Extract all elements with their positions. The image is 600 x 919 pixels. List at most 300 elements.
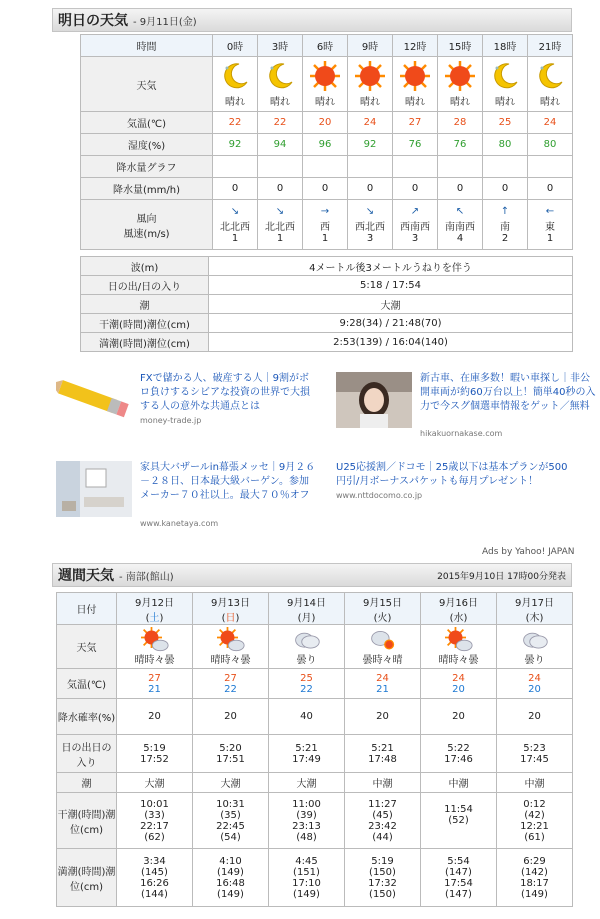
precip-prob: 20 (452, 711, 465, 722)
day-sun-cell (421, 735, 497, 773)
low-tide-time: 11:27 (368, 798, 397, 810)
marine-label: 満潮(時間)潮位(cm) (99, 338, 190, 350)
day-temp-cell (193, 669, 269, 699)
high-tide-cm: (147) (445, 866, 472, 878)
day-weather-cell (117, 625, 193, 669)
day-high-cell (269, 849, 345, 907)
marine-value-cell (209, 295, 573, 314)
precip-graph-cell (438, 156, 483, 178)
precip-value: 0 (456, 183, 464, 194)
low-tide-time: 23:42 (368, 820, 397, 832)
wind-speed: 2 (501, 232, 509, 244)
tide-name: 中潮 (524, 779, 545, 790)
precip-prob: 20 (148, 711, 161, 722)
day-date-cell: 9月13日 (日) (193, 593, 269, 625)
low-tide-cm: (44) (372, 831, 393, 843)
marine-value: 2:53(139) / 16:04(140) (333, 336, 448, 348)
tide-name: 大潮 (144, 779, 165, 790)
ad-text[interactable]: FXで儲かる人、破産する人｜9割がボロ負けするシビアな投資の世界で大損する人の意外な共通点とは (140, 373, 310, 412)
day-date: 9月13日 (210, 597, 251, 609)
hour-time: 9時 (361, 42, 379, 53)
high-tide-time: 3:34 (143, 855, 166, 867)
day-temp-cell (345, 669, 421, 699)
precip-graph-label: 降水量グラフ (81, 156, 213, 178)
tide-name: 中潮 (372, 779, 393, 790)
day-temp-cell (497, 669, 573, 699)
hour-time-cell (393, 35, 438, 57)
hour-temp-cell (438, 112, 483, 134)
day-low-cell (345, 793, 421, 849)
low-tide-cm: (42) (524, 809, 545, 821)
high-tide-time: 6:29 (523, 855, 546, 867)
sun-icon (354, 60, 386, 92)
high-tide-time: 17:54 (444, 877, 473, 889)
low-tide-time: 10:31 (216, 798, 245, 810)
ad-domain: www.nttdocomo.co.jp (336, 491, 423, 500)
wind-speed: 1 (276, 232, 284, 244)
high-tide-time: 18:17 (520, 877, 549, 889)
low-tide-cm: (35) (220, 809, 241, 821)
hour-weather-cell (483, 57, 528, 112)
day-precip-cell (117, 699, 193, 735)
wind-speed: 4 (456, 232, 464, 244)
hour-time: 3時 (271, 42, 289, 53)
hour-precip-cell (348, 178, 393, 200)
weekly-temp-label: 気温(℃) (57, 669, 117, 699)
low-tide-cm: (54) (220, 831, 241, 843)
sunset: 17:51 (216, 753, 245, 765)
temp-value: 24 (543, 117, 557, 128)
high-tide-cm: (142) (521, 866, 548, 878)
hour-humidity-cell (258, 134, 303, 156)
hour-precip-cell (393, 178, 438, 200)
temp-low: 20 (528, 683, 541, 695)
day-of-week: 土 (149, 612, 160, 624)
cloud-icon (293, 627, 321, 651)
hour-humidity-cell (303, 134, 348, 156)
day-weather-text: 曇時々晴 (362, 655, 403, 666)
wind-dir: 西 (320, 221, 330, 233)
day-sun-cell (497, 735, 573, 773)
wind-dir: 南南西 (445, 221, 475, 233)
day-date-cell: 9月14日 (月) (269, 593, 345, 625)
sunrise: 5:22 (447, 742, 470, 754)
sunset: 17:48 (368, 753, 397, 765)
weather-text: 晴れ (405, 97, 425, 108)
hour-weather-cell (303, 57, 348, 112)
precip-value: 0 (321, 183, 329, 194)
day-date-cell: 9月12日 (土) (117, 593, 193, 625)
date-label: 日付 (57, 593, 117, 625)
tide-label: 潮 (57, 773, 117, 793)
precip-label: 降水量(mm/h) (81, 178, 213, 200)
day-low-cell (117, 793, 193, 849)
hour-time: 15時 (448, 42, 472, 53)
sun-icon (399, 60, 431, 92)
hour-wind-cell (438, 200, 483, 250)
precip-graph-cell (258, 156, 303, 178)
precip-graph-cell (393, 156, 438, 178)
ad-item[interactable] (56, 372, 316, 432)
weather-label: 天気 (81, 57, 213, 112)
wind-arrow-icon: → (320, 205, 330, 217)
humidity-value: 80 (543, 139, 557, 150)
high-tide-cm: (147) (445, 888, 472, 900)
precip-prob: 40 (300, 711, 313, 722)
hour-precip-cell (258, 178, 303, 200)
temp-value: 27 (408, 117, 422, 128)
temp-high: 24 (376, 672, 389, 684)
marine-label-cell (81, 314, 209, 333)
hour-time-cell (438, 35, 483, 57)
precip-value: 0 (501, 183, 509, 194)
marine-row (81, 295, 573, 314)
precip-graph-cell (483, 156, 528, 178)
hour-wind-cell (348, 200, 393, 250)
weekly-precip-label: 降水確率(%) (57, 699, 117, 735)
wind-arrow-icon: ↑ (500, 205, 510, 217)
hour-time-cell (528, 35, 573, 57)
temp-low: 21 (148, 683, 161, 695)
temp-high: 24 (528, 672, 541, 684)
day-weather-text: 曇り (296, 655, 317, 666)
low-tide-label: 干潮(時間)潮位(cm) (57, 793, 117, 849)
day-precip-cell (497, 699, 573, 735)
humidity-value: 92 (228, 139, 242, 150)
ad-text[interactable]: U25応援割／ドコモ｜25歳以下は基本プランが500円引/月ボーナスパケットも毎月プレゼント！ (336, 462, 568, 487)
hour-time: 21時 (538, 42, 562, 53)
day-tide-cell (497, 773, 573, 793)
temp-label: 気温(℃) (81, 112, 213, 134)
day-date-cell: 9月17日 (木) (497, 593, 573, 625)
weather-text: 晴れ (315, 97, 335, 108)
day-low-cell (421, 793, 497, 849)
hour-humidity-cell (393, 134, 438, 156)
sunrise: 5:20 (219, 742, 242, 754)
hour-time-cell (258, 35, 303, 57)
sun-cloud-icon (141, 627, 169, 651)
day-date: 9月15日 (362, 597, 403, 609)
day-weather-text: 晴時々曇 (210, 655, 251, 666)
day-weather-cell (269, 625, 345, 669)
wind-arrow-icon: ↘ (275, 205, 285, 217)
day-weather-cell (421, 625, 497, 669)
high-tide-time: 17:32 (368, 877, 397, 889)
sun-cloud-icon (445, 627, 473, 651)
low-tide-cm: (52) (448, 815, 469, 826)
precip-value: 0 (276, 183, 284, 194)
high-tide-time: 4:45 (295, 855, 318, 867)
ad-domain: money-trade.jp (140, 416, 202, 425)
weekly-header (52, 563, 572, 587)
temp-low: 21 (376, 683, 389, 695)
marine-value-cell (209, 257, 573, 276)
day-sun-cell (269, 735, 345, 773)
sunrise: 5:21 (295, 742, 318, 754)
low-tide-time: 12:21 (520, 820, 549, 832)
weather-text: 晴れ (495, 97, 515, 108)
day-precip-cell (421, 699, 497, 735)
hour-time-cell (303, 35, 348, 57)
day-weather-cell (497, 625, 573, 669)
weather-text: 晴れ (360, 97, 380, 108)
marine-label: 潮 (139, 300, 150, 312)
marine-label-cell (81, 295, 209, 314)
day-precip-cell (193, 699, 269, 735)
hour-temp-cell (258, 112, 303, 134)
day-temp-cell (421, 669, 497, 699)
hour-time: 12時 (403, 42, 427, 53)
marine-label: 干潮(時間)潮位(cm) (99, 319, 190, 331)
high-tide-time: 16:26 (140, 877, 169, 889)
sun-cloud-icon (217, 627, 245, 651)
day-of-week: 水 (453, 612, 464, 624)
low-tide-cm: (61) (524, 831, 545, 843)
hour-humidity-cell (348, 134, 393, 156)
high-tide-cm: (150) (369, 888, 396, 900)
hour-precip-cell (213, 178, 258, 200)
marine-row (81, 314, 573, 333)
marine-label-cell (81, 257, 209, 276)
humidity-value: 94 (273, 139, 287, 150)
weather-text: 晴れ (540, 97, 560, 108)
hour-wind-cell (483, 200, 528, 250)
humidity-value: 76 (408, 139, 422, 150)
marine-label: 波(m) (130, 262, 159, 274)
day-precip-cell (269, 699, 345, 735)
high-tide-cm: (149) (217, 888, 244, 900)
low-tide-cm: (48) (296, 831, 317, 843)
high-tide-cm: (151) (293, 866, 320, 878)
cloud-sun-icon (369, 627, 397, 651)
moon-icon (264, 60, 296, 92)
marine-row (81, 257, 573, 276)
hour-precip-cell (303, 178, 348, 200)
wind-dir: 東 (545, 221, 555, 233)
temp-value: 22 (273, 117, 287, 128)
high-tide-time: 5:54 (447, 855, 470, 867)
hour-time-cell (483, 35, 528, 57)
weather-text: 晴れ (225, 97, 245, 108)
hour-temp-cell (528, 112, 573, 134)
day-date-cell: 9月15日 (火) (345, 593, 421, 625)
time-label: 時間 (81, 35, 213, 57)
day-weather-text: 晴時々曇 (438, 655, 479, 666)
day-of-week: 月 (301, 612, 312, 624)
hourly-forecast-table (80, 34, 573, 250)
marine-value: 9:28(34) / 21:48(70) (339, 317, 442, 329)
hour-humidity-cell (483, 134, 528, 156)
sunrise: 5:19 (143, 742, 166, 754)
temp-high: 24 (452, 672, 465, 684)
precip-graph-cell (348, 156, 393, 178)
hour-precip-cell (483, 178, 528, 200)
tide-name: 大潮 (296, 779, 317, 790)
day-tide-cell (345, 773, 421, 793)
temp-low: 22 (224, 683, 237, 695)
temp-value: 28 (453, 117, 467, 128)
day-high-cell (193, 849, 269, 907)
hour-humidity-cell (528, 134, 573, 156)
marine-label-cell (81, 276, 209, 295)
ad-text[interactable]: 家具大バザールin幕張メッセ｜9月２６－２８日、日本最大級バーゲン。参加メーカー７０社以上。最大７０％オフ (140, 462, 316, 501)
temp-high: 27 (148, 672, 161, 684)
hour-weather-cell (438, 57, 483, 112)
temp-low: 20 (452, 683, 465, 695)
day-sun-cell (117, 735, 193, 773)
marine-value: 4メートル後3メートルうねりを伴う (309, 262, 472, 274)
high-tide-cm: (149) (217, 866, 244, 878)
hour-precip-cell (528, 178, 573, 200)
hour-temp-cell (213, 112, 258, 134)
humidity-value: 92 (363, 139, 377, 150)
hour-humidity-cell (213, 134, 258, 156)
low-tide-cm: (33) (144, 809, 165, 821)
wind-speed: 1 (546, 232, 554, 244)
sunrise: 5:23 (523, 742, 546, 754)
ad-item[interactable] (336, 372, 596, 438)
temp-value: 24 (363, 117, 377, 128)
day-of-week: 火 (377, 612, 388, 624)
hour-time: 0時 (226, 42, 244, 53)
tide-name: 大潮 (220, 779, 241, 790)
high-tide-cm: (149) (293, 888, 320, 900)
ad-domain: hikakuornakase.com (420, 429, 503, 438)
day-date: 9月12日 (134, 597, 175, 609)
weather-text: 晴れ (450, 97, 470, 108)
low-tide-time: 11:54 (444, 804, 473, 815)
weekly-title: 週間天気 (58, 568, 114, 584)
hour-time: 18時 (493, 42, 517, 53)
day-low-cell (497, 793, 573, 849)
wind-dir: 北北西 (220, 221, 250, 233)
wind-speed: 1 (231, 232, 239, 244)
low-tide-time: 22:45 (216, 820, 245, 832)
wind-arrow-icon: ↘ (230, 205, 240, 217)
pencil-ad-image (56, 372, 132, 428)
hour-weather-cell (348, 57, 393, 112)
day-sun-cell (193, 735, 269, 773)
temp-low: 22 (300, 683, 313, 695)
temp-value: 22 (228, 117, 242, 128)
day-high-cell (117, 849, 193, 907)
day-sun-cell (345, 735, 421, 773)
weather-text: 晴れ (270, 97, 290, 108)
wind-arrow-icon: ↗ (410, 205, 420, 217)
cloud-icon (521, 627, 549, 651)
high-tide-cm: (149) (521, 888, 548, 900)
hour-time-cell (348, 35, 393, 57)
high-tide-cm: (144) (141, 888, 168, 900)
hour-weather-cell (258, 57, 303, 112)
day-tide-cell (117, 773, 193, 793)
marine-value-cell (209, 276, 573, 295)
day-date: 9月16日 (438, 597, 479, 609)
wind-speed: 3 (411, 232, 419, 244)
weekly-region: - 南部(館山) (119, 571, 174, 583)
high-tide-label: 満潮(時間)潮位(cm) (57, 849, 117, 907)
day-date: 9月17日 (514, 597, 555, 609)
issued-time: 2015年9月10日 17時00分発表 (437, 571, 566, 582)
tide-name: 中潮 (448, 779, 469, 790)
wind-dir: 南 (500, 221, 510, 233)
day-high-cell (497, 849, 573, 907)
hour-precip-cell (438, 178, 483, 200)
wind-arrow-icon: ↘ (365, 205, 375, 217)
low-tide-time: 10:01 (140, 798, 169, 810)
high-tide-cm: (145) (141, 866, 168, 878)
wind-arrow-icon: ← (545, 205, 555, 217)
precip-graph-cell (303, 156, 348, 178)
high-tide-cm: (150) (369, 866, 396, 878)
hour-wind-cell (393, 200, 438, 250)
weekly-forecast-table (56, 592, 573, 907)
wind-dir: 西北西 (355, 221, 385, 233)
temp-high: 27 (224, 672, 237, 684)
moon-icon (489, 60, 521, 92)
day-precip-cell (345, 699, 421, 735)
temp-high: 25 (300, 672, 313, 684)
hour-time: 6時 (316, 42, 334, 53)
wind-speed: 1 (321, 232, 329, 244)
temp-value: 20 (318, 117, 332, 128)
precip-prob: 20 (224, 711, 237, 722)
woman-ad-image (336, 372, 412, 428)
marine-label: 日の出/日の入り (107, 281, 182, 293)
wind-speed-label: 風速(m/s) (123, 228, 170, 240)
sunset: 17:49 (292, 753, 321, 765)
precip-prob: 20 (528, 711, 541, 722)
precip-value: 0 (411, 183, 419, 194)
ad-text[interactable]: 新古車、在庫多数！暇い車探し｜非公開車両が約60万台以上！簡単40秒の入力で今スグ個選車情報をゲット／無料 (420, 373, 596, 412)
humidity-value: 76 (453, 139, 467, 150)
high-tide-time: 17:10 (292, 877, 321, 889)
high-tide-time: 16:48 (216, 877, 245, 889)
tomorrow-date: - 9月11日(金) (133, 16, 197, 28)
humidity-value: 80 (498, 139, 512, 150)
humidity-value: 96 (318, 139, 332, 150)
day-of-week: 日 (225, 612, 236, 624)
ad-domain: www.kanetaya.com (140, 519, 219, 528)
hour-weather-cell (213, 57, 258, 112)
day-low-cell (193, 793, 269, 849)
marine-row (81, 333, 573, 352)
wind-dir: 西南西 (400, 221, 430, 233)
wind-dir-label: 風向 (136, 213, 157, 225)
low-tide-cm: (39) (296, 809, 317, 821)
sun-icon (444, 60, 476, 92)
sun-icon (309, 60, 341, 92)
sunset: 17:45 (520, 753, 549, 765)
ads-by-yahoo[interactable]: Ads by Yahoo! JAPAN (482, 547, 575, 557)
hour-humidity-cell (438, 134, 483, 156)
hour-weather-cell (393, 57, 438, 112)
day-weather-cell (193, 625, 269, 669)
hour-temp-cell (483, 112, 528, 134)
marine-value-cell (209, 333, 573, 352)
hour-wind-cell (258, 200, 303, 250)
marine-row (81, 276, 573, 295)
hour-temp-cell (348, 112, 393, 134)
hour-weather-cell (528, 57, 573, 112)
day-date-cell: 9月16日 (水) (421, 593, 497, 625)
day-high-cell (345, 849, 421, 907)
ad-item[interactable] (252, 461, 572, 531)
wind-dir: 北北西 (265, 221, 295, 233)
precip-graph-cell (528, 156, 573, 178)
humidity-label: 湿度(%) (81, 134, 213, 156)
sunset: 17:52 (140, 753, 169, 765)
